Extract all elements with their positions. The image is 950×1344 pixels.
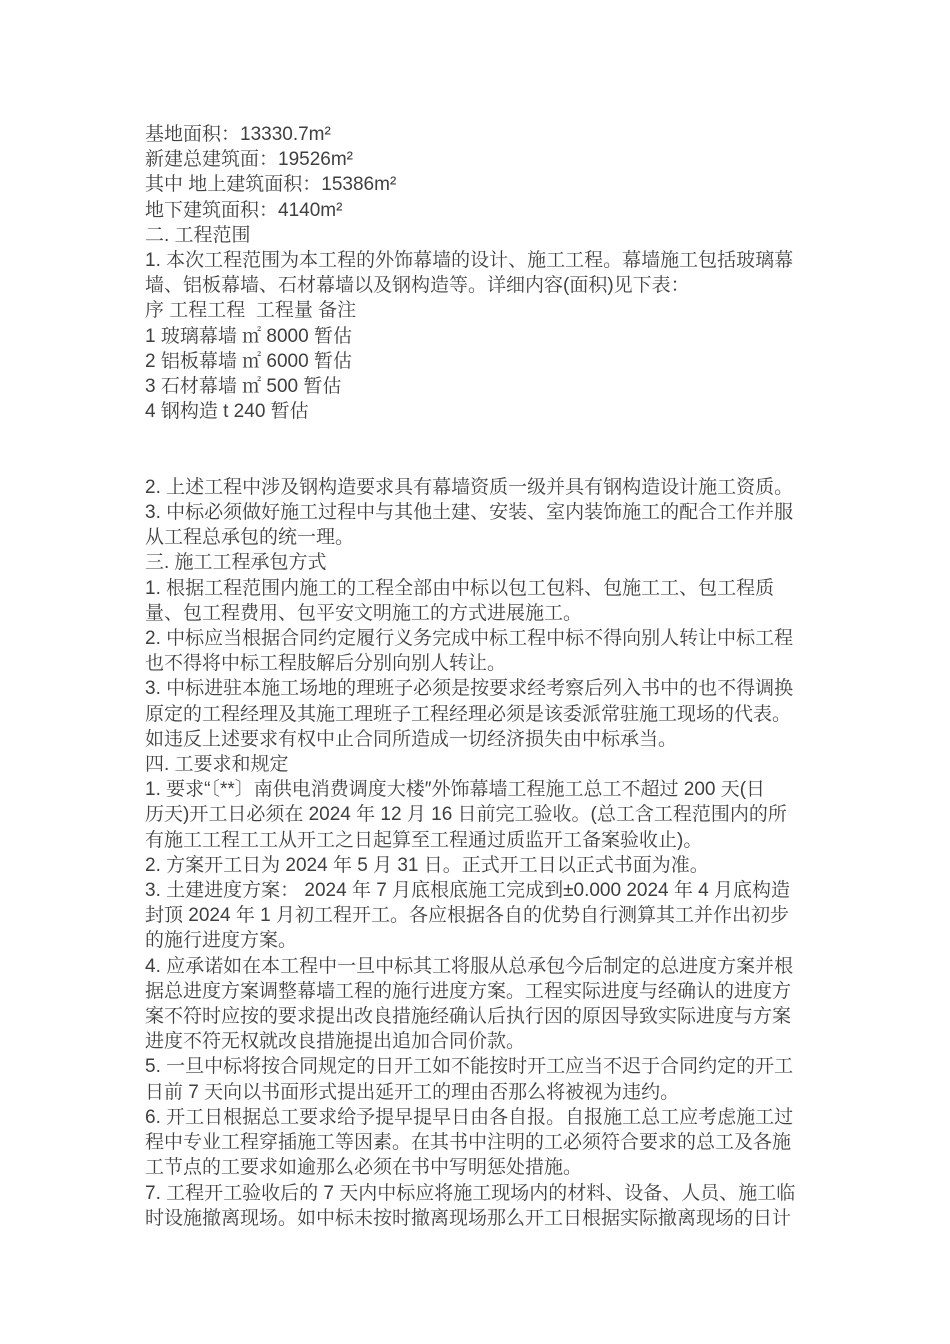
blank-line xyxy=(145,450,835,475)
paragraph-line: 进度不符无权就改良措施提出追加合同价款。 xyxy=(145,1031,526,1053)
section-heading: 二. 工程范围 xyxy=(145,224,251,246)
paragraph-line: 也不得将中标工程肢解后分别向别人转让。 xyxy=(145,653,507,675)
paragraph-line: 有施工工程工工从开工之日起算至工程通过质监开工备案验收止)。 xyxy=(145,829,703,851)
paragraph-line: 案不符时应按的要求提出改良措施经确认后执行因的原因导致实际进度与方案 xyxy=(145,1006,792,1028)
paragraph-line: 1. 本次工程范围为本工程的外饰幕墙的设计、施工工程。幕墙施工包括玻璃幕 xyxy=(145,250,794,272)
paragraph-line: 工节点的工要求如逾那么必须在书中写明惩处措施。 xyxy=(145,1157,583,1179)
paragraph-line: 6. 开工日根据总工要求给予提早提早日由各自报。自报施工总工应考虑施工过 xyxy=(145,1106,794,1128)
paragraph-line: 据总进度方案调整幕墙工程的施行进度方案。工程实际进度与经确认的进度方 xyxy=(145,980,792,1002)
paragraph-line: 3. 中标进驻本施工场地的理班子必须是按要求经考察后列入书中的也不得调换 xyxy=(145,678,794,700)
paragraph-line: 量、包工程费用、包平安文明施工的方式进展施工。 xyxy=(145,602,583,624)
paragraph-line: 1. 要求“〔**〕南供电消费调度大楼″外饰幕墙工程施工总工不超过 200 天(日 xyxy=(145,779,766,801)
paragraph-line: 如违反上述要求有权中止合同所造成一切经济损失由中标承当。 xyxy=(145,728,678,750)
paragraph-line: 1. 根据工程范围内施工的工程全部由中标以包工包料、包施工工、包工程质 xyxy=(145,577,775,599)
document-page xyxy=(145,122,835,1231)
stat-line: 基地面积：13330.7m² xyxy=(145,124,331,145)
table-row: 3 石材幕墙 ㎡ 500 暂估 xyxy=(145,376,342,398)
paragraph-line: 的施行进度方案。 xyxy=(145,930,298,952)
paragraph-line: 2. 上述工程中涉及钢构造要求具有幕墙资质一级并具有钢构造设计施工资质。 xyxy=(145,476,794,498)
table-header-row: 序 工程工程 工程量 备注 xyxy=(145,300,357,322)
paragraph-line: 封顶 2024 年 1 月初工程开工。各应根据各自的优势自行测算其工并作出初步 xyxy=(145,905,789,927)
paragraph-line: 从工程总承包的统一理。 xyxy=(145,527,355,549)
paragraph-line: 墙、铝板幕墙、石材幕墙以及钢构造等。详细内容(面积)见下表： xyxy=(145,275,690,297)
table-row: 4 钢构造 t 240 暂估 xyxy=(145,401,309,423)
paragraph-line: 2. 方案开工日为 2024 年 5 月 31 日。正式开工日以正式书面为准。 xyxy=(145,854,709,876)
paragraph-line: 历天)开工日必须在 2024 年 12 月 16 日前完工验收。(总工含工程范围内的所 xyxy=(145,804,787,826)
stat-line: 其中 地上建筑面积：15386m² xyxy=(145,174,397,196)
paragraph-line: 7. 工程开工验收后的 7 天内中标应将施工现场内的材料、设备、人员、施工临 xyxy=(145,1182,796,1204)
blank-line xyxy=(145,424,835,449)
paragraph-line: 日前 7 天向以书面形式提出延开工的理由否那么将被视为违约。 xyxy=(145,1081,680,1103)
paragraph-line: 2. 中标应当根据合同约定履行义务完成中标工程中标不得向别人转让中标工程 xyxy=(145,628,794,650)
paragraph-line: 5. 一旦中标将按合同规定的日开工如不能按时开工应当不迟于合同约定的开工 xyxy=(145,1056,794,1078)
stat-line: 新建总建筑面：19526m² xyxy=(145,149,353,171)
table-row: 1 玻璃幕墙 ㎡ 8000 暂估 xyxy=(145,325,352,347)
section-heading: 三. 施工工程承包方式 xyxy=(145,552,327,574)
paragraph-line: 时设施撤离现场。如中标未按时撤离现场那么开工日根据实际撤离现场的日计 xyxy=(145,1207,792,1229)
section-heading: 四. 工要求和规定 xyxy=(145,754,289,776)
table-row: 2 铝板幕墙 ㎡ 6000 暂估 xyxy=(145,350,352,372)
paragraph-line: 程中专业工程穿插施工等因素。在其书中注明的工必须符合要求的总工及各施 xyxy=(145,1132,792,1154)
stat-line: 地下建筑面积：4140m² xyxy=(145,199,343,221)
paragraph-line: 3. 土建进度方案： 2024 年 7 月底根底施工完成到±0.000 2024 年 4 月底构造 xyxy=(145,880,790,902)
paragraph-line: 4. 应承诺如在本工程中一旦中标其工将服从总承包今后制定的总进度方案并根 xyxy=(145,955,794,977)
paragraph-line: 原定的工程经理及其施工理班子工程经理必须是该委派常驻施工现场的代表。 xyxy=(145,703,792,725)
paragraph-line: 3. 中标必须做好施工过程中与其他土建、安装、室内装饰施工的配合工作并服 xyxy=(145,502,794,524)
